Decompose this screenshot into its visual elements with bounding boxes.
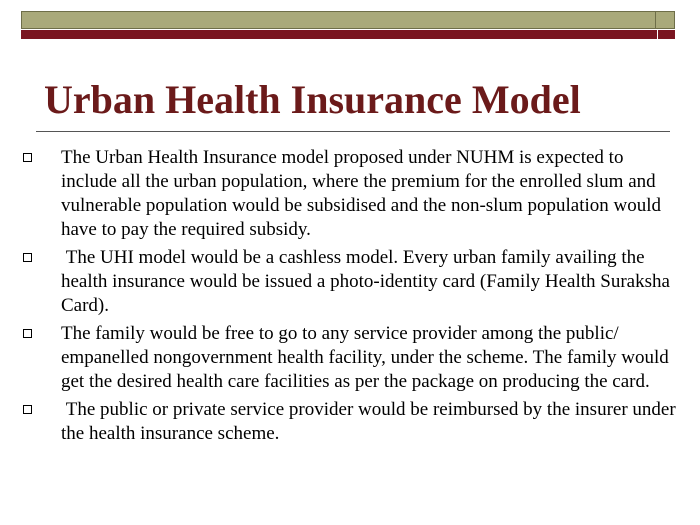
slide-title: Urban Health Insurance Model — [44, 77, 581, 122]
header-bar-olive-end-square — [655, 12, 674, 28]
header-bar-maroon-end-square — [657, 30, 675, 39]
bullet-text: The Urban Health Insurance model proposed under NUHM is expected to include all the urban population, where the premium for the enrolled slum and vulnerable population would be subsidised and the non-slum population would have to pay the required subsidy. — [61, 147, 666, 240]
title-divider — [36, 131, 670, 132]
header-bar-olive — [21, 11, 675, 29]
bullet-item-1 — [0, 146, 700, 242]
hollow-square-icon — [23, 405, 32, 414]
bullet-list — [0, 146, 700, 450]
bullet-item-3 — [0, 322, 700, 394]
bullet-item-2 — [0, 246, 700, 318]
hollow-square-icon — [23, 253, 32, 262]
hollow-square-icon — [23, 153, 32, 162]
bullet-item-4 — [0, 398, 700, 446]
bullet-text: The UHI model would be a cashless model. Every urban family availing the health insurance would be issued a photo-identity card (Family Health Suraksha Card). — [61, 247, 675, 316]
hollow-square-icon — [23, 329, 32, 338]
bullet-text: The public or private service provider would be reimbursed by the insurer under the health insurance scheme. — [61, 399, 681, 444]
header-bar-maroon — [21, 30, 675, 39]
bullet-text: The family would be free to go to any service provider among the public/ empanelled nongovernment health facility, under the scheme. The family would get the desired health care facilities as per the package on producing the card. — [61, 323, 674, 392]
